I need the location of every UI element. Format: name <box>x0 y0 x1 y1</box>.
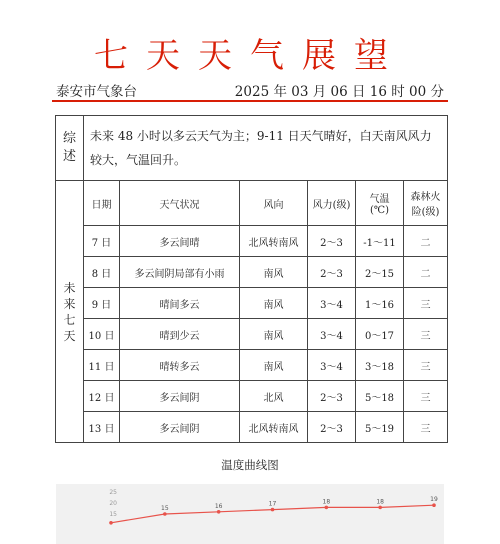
row-fire: 二 <box>404 257 448 288</box>
row-date: 12 日 <box>84 381 120 412</box>
y-tick-label: 15 <box>109 511 117 518</box>
data-label: 18 <box>376 498 384 506</box>
col-temp-header <box>356 181 404 226</box>
row-wind-force: 3～4 <box>308 350 356 381</box>
row-weather: 多云间阴局部有小雨 <box>120 257 240 288</box>
row-wind-force: 3～4 <box>308 288 356 319</box>
report-title: 七天天气展望 <box>94 36 406 76</box>
table-row <box>56 350 448 381</box>
row-wind-dir: 北风转南风 <box>240 412 308 443</box>
row-wind-force: 2～3 <box>308 412 356 443</box>
row-wind-force: 2～3 <box>308 381 356 412</box>
row-temp: 5～18 <box>356 381 404 412</box>
row-fire: 三 <box>404 350 448 381</box>
table-row <box>56 381 448 412</box>
col-wind-force-header: 风力(级) <box>308 181 356 226</box>
row-weather: 多云间阴 <box>120 412 240 443</box>
row-temp: 0～17 <box>356 319 404 350</box>
row-wind-dir: 南风 <box>240 288 308 319</box>
row-temp: -1～11 <box>356 226 404 257</box>
row-wind-dir: 南风 <box>240 350 308 381</box>
data-point <box>217 510 221 514</box>
issue-info <box>56 80 444 98</box>
row-wind-dir: 南风 <box>240 319 308 350</box>
summary-text: 未来 48 小时以多云天气为主；9-11 日天气晴好，白天南风风力较大，气温回升。 <box>84 116 448 181</box>
row-date: 10 日 <box>84 319 120 350</box>
table-row <box>56 257 448 288</box>
data-label: 18 <box>322 498 331 506</box>
data-label: 17 <box>268 500 277 508</box>
col-fire-header <box>404 181 448 226</box>
row-date: 9 日 <box>84 288 120 319</box>
y-tick-label: 25 <box>109 489 117 496</box>
table-row <box>56 412 448 443</box>
row-date: 13 日 <box>84 412 120 443</box>
row-weather: 晴转多云 <box>120 350 240 381</box>
row-wind-force: 2～3 <box>308 226 356 257</box>
y-tick-label: 20 <box>109 500 117 507</box>
row-fire: 二 <box>404 226 448 257</box>
row-fire: 三 <box>404 319 448 350</box>
row-weather: 多云间晴 <box>120 226 240 257</box>
row-weather: 多云间阴 <box>120 381 240 412</box>
summary-row <box>56 116 448 181</box>
data-point <box>271 508 275 512</box>
future-label-cell: 未 来 七 天 <box>56 181 84 443</box>
table-row <box>56 226 448 257</box>
data-label: 16 <box>214 502 223 510</box>
data-point <box>432 503 436 507</box>
row-wind-dir: 南风 <box>240 257 308 288</box>
row-date: 11 日 <box>84 350 120 381</box>
row-weather: 晴间多云 <box>120 288 240 319</box>
row-wind-dir: 北风转南风 <box>240 226 308 257</box>
table-row <box>56 319 448 350</box>
row-wind-dir: 北风 <box>240 381 308 412</box>
col-fire-label-2: 险(级) <box>411 207 440 218</box>
col-weather-header: 天气状况 <box>120 181 240 226</box>
data-point <box>378 506 382 510</box>
data-point <box>325 506 329 510</box>
row-temp: 5～19 <box>356 412 404 443</box>
col-temp-label: 气温 <box>369 194 390 205</box>
issuing-office: 泰安市气象台 <box>56 84 137 100</box>
table-row <box>56 288 448 319</box>
data-point <box>109 521 113 525</box>
col-date-header: 日期 <box>84 181 120 226</box>
issue-time: 2025 年 03 月 06 日 16 时 00 分 <box>234 84 444 100</box>
col-temp-unit: (℃) <box>370 205 389 216</box>
row-wind-force: 3～4 <box>308 319 356 350</box>
row-date: 7 日 <box>84 226 120 257</box>
data-point <box>163 512 167 516</box>
data-label: 15 <box>161 505 169 512</box>
data-label: 19 <box>430 496 438 504</box>
row-date: 8 日 <box>84 257 120 288</box>
row-wind-force: 2～3 <box>308 257 356 288</box>
row-fire: 三 <box>404 288 448 319</box>
col-wind-dir-header: 风向 <box>240 181 308 226</box>
forecast-table <box>55 115 448 443</box>
row-temp: 3～18 <box>356 350 404 381</box>
row-temp: 1～16 <box>356 288 404 319</box>
row-weather: 晴到少云 <box>120 319 240 350</box>
chart-title: 温度曲线图 <box>221 458 279 472</box>
temperature-chart-svg <box>56 484 444 544</box>
row-fire: 三 <box>404 381 448 412</box>
row-temp: 2～15 <box>356 257 404 288</box>
col-fire-label-1: 森林火 <box>410 192 441 203</box>
header-divider <box>52 100 448 102</box>
forecast-header-row <box>56 181 448 226</box>
row-fire: 三 <box>404 412 448 443</box>
temperature-chart <box>56 484 444 544</box>
summary-label-cell: 综 述 <box>56 116 84 181</box>
